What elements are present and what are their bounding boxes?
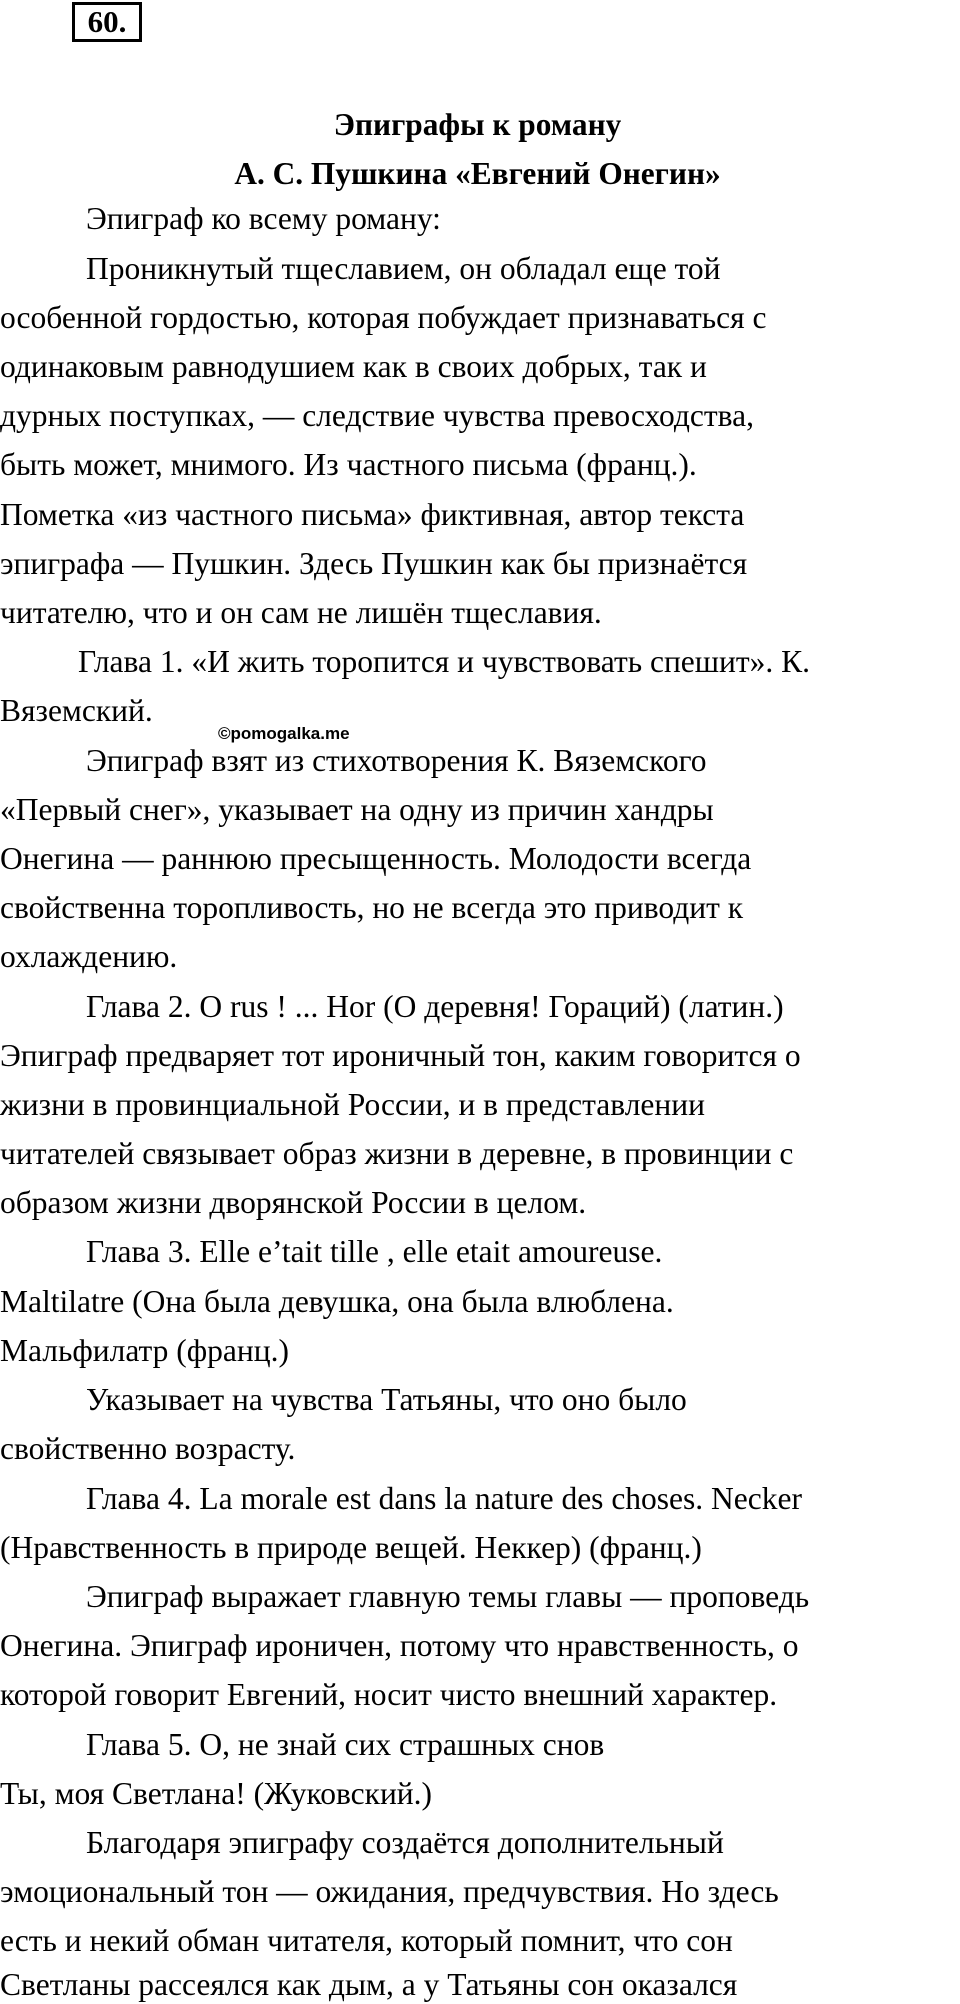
text-line: Онегина. Эпиграф ироничен, потому что нравственность, о bbox=[0, 1628, 799, 1663]
text-line: Мальфилатр (франц.) bbox=[0, 1333, 289, 1368]
text-line: Эпиграф ко всему роману: bbox=[86, 201, 441, 236]
text-line: читателей связывает образ жизни в деревне, в провинции с bbox=[0, 1136, 794, 1171]
text-line: Глава 2. О rus ! ... Hor (О деревня! Гораций) (латин.) bbox=[86, 989, 784, 1024]
text-line: Проникнутый тщеславием, он обладал еще той bbox=[86, 251, 721, 286]
exercise-number-badge: 60. bbox=[72, 2, 142, 42]
text-line: Глава 5. О, не знай сих страшных снов bbox=[86, 1727, 605, 1762]
text-line: Благодаря эпиграфу создаётся дополнительный bbox=[86, 1825, 724, 1860]
text-line: Онегина — раннюю пресыщенность. Молодости всегда bbox=[0, 841, 752, 876]
text-line: Ты, моя Светлана! (Жуковский.) bbox=[0, 1776, 433, 1811]
title-line-1: Эпиграфы к роману bbox=[333, 107, 622, 142]
text-line: образом жизни дворянской России в целом. bbox=[0, 1185, 587, 1220]
watermark: ©pomogalka.me bbox=[218, 724, 350, 743]
text-line: Указывает на чувства Татьяны, что оно было bbox=[86, 1382, 687, 1417]
text-line: которой говорит Евгений, носит чисто внешний характер. bbox=[0, 1677, 778, 1712]
title-line-2: А. С. Пушкина «Евгений Онегин» bbox=[234, 156, 721, 191]
text-line: Светланы рассеялся как дым, а у Татьяны сон оказался bbox=[0, 1967, 738, 2002]
text-line: Maltilatre (Она была девушка, она была влюблена. bbox=[0, 1284, 674, 1319]
text-line: эпиграфа — Пушкин. Здесь Пушкин как бы признаётся bbox=[0, 546, 748, 581]
text-line: читателю, что и он сам не лишён тщеславия. bbox=[0, 595, 602, 630]
text-line: Глава 3. Elle e’tait tille , elle etait amoureuse. bbox=[86, 1234, 663, 1269]
text-line: (Нравственность в природе вещей. Неккер) (франц.) bbox=[0, 1530, 702, 1565]
text-line: особенной гордостью, которая побуждает признаваться с bbox=[0, 300, 767, 335]
text-line: «Первый снег», указывает на одну из причин хандры bbox=[0, 792, 714, 827]
text-line: свойственно возрасту. bbox=[0, 1431, 296, 1466]
text-line: Глава 1. «И жить торопится и чувствовать спешит». К. bbox=[78, 644, 811, 679]
text-line: Эпиграф взят из стихотворения К. Вяземского bbox=[86, 743, 707, 778]
text-line: Эпиграф предваряет тот ироничный тон, каким говорится о bbox=[0, 1038, 801, 1073]
text-line: дурных поступках, — следствие чувства превосходства, bbox=[0, 398, 754, 433]
text-line: есть и некий обман читателя, который помнит, что сон bbox=[0, 1923, 733, 1958]
text-line: Глава 4. La morale est dans la nature des choses. Necker bbox=[86, 1481, 802, 1516]
text-line: быть может, мнимого. Из частного письма (франц.). bbox=[0, 447, 697, 482]
text-line: одинаковым равнодушием как в своих добрых, так и bbox=[0, 349, 707, 384]
text-line: охлаждению. bbox=[0, 939, 178, 974]
text-line: жизни в провинциальной России, и в представлении bbox=[0, 1087, 705, 1122]
text-line: Вяземский. bbox=[0, 693, 153, 728]
text-line: Пометка «из частного письма» фиктивная, автор текста bbox=[0, 497, 745, 532]
text-line: эмоциональный тон — ожидания, предчувствия. Но здесь bbox=[0, 1874, 779, 1909]
text-line: свойственна торопливость, но не всегда это приводит к bbox=[0, 890, 744, 925]
text-line: Эпиграф выражает главную темы главы — проповедь bbox=[86, 1579, 810, 1614]
